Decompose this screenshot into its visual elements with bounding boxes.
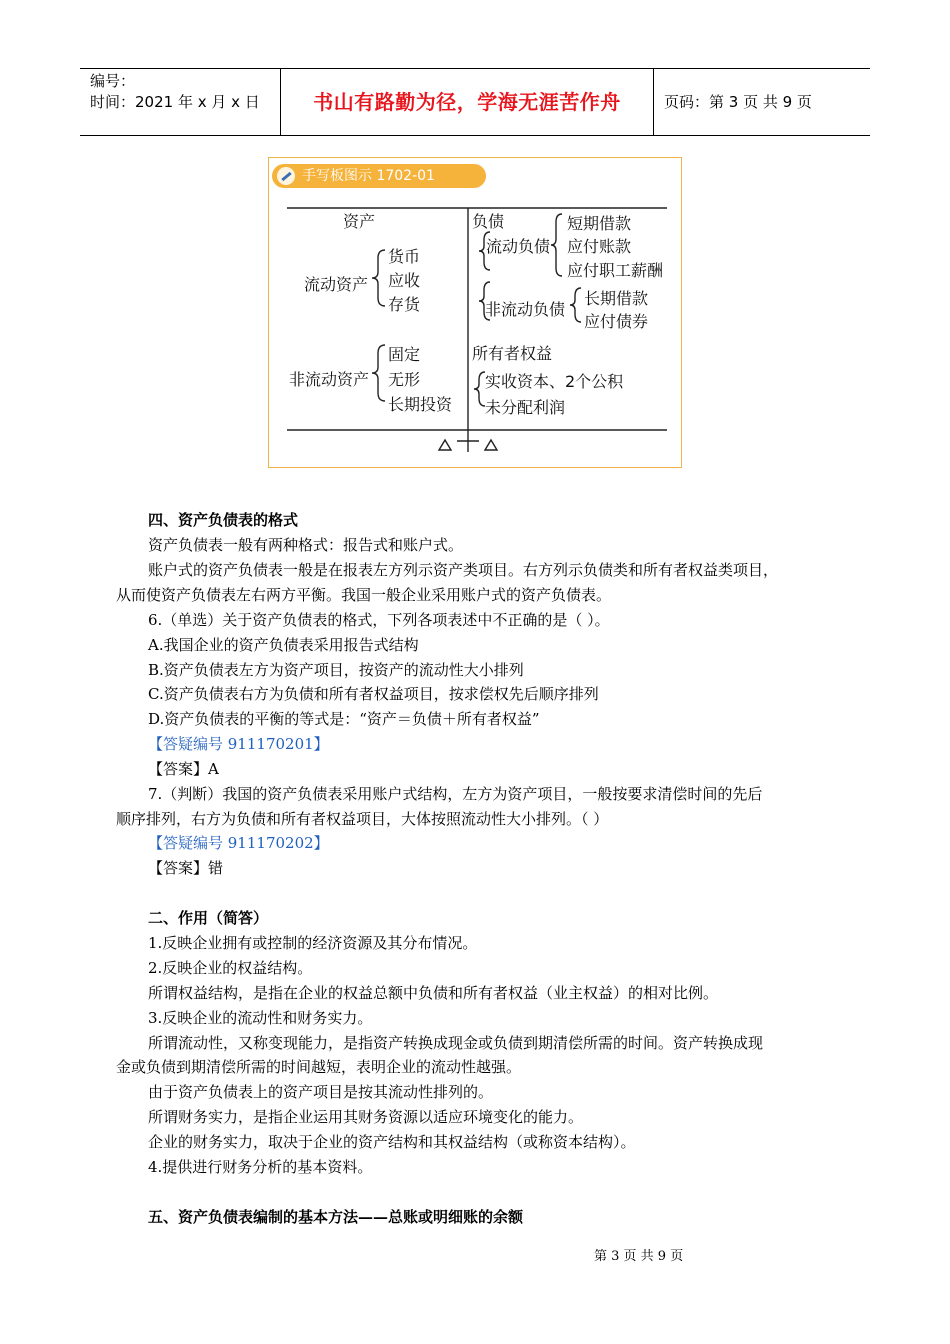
question-7-line-2: 顺序排列，右方为负债和所有者权益项目，大体按照流动性大小排列。（ ） (116, 810, 609, 828)
brace-equity (474, 372, 485, 406)
section-4-para-2a: 账户式的资产负债表一般是在报表左方列示资产类项目。右方列示负债类和所有者权益类项目， (148, 561, 779, 579)
question-6-option-c: C.资产负债表右方为负债和所有者权益项目，按求偿权先后顺序排列 (148, 685, 599, 703)
brace-current-liab-items (551, 214, 562, 276)
board-paid-in: 实收资本、2个公积 (485, 372, 624, 391)
board-noncurrent-liabilities: 非流动负债 (485, 300, 566, 319)
brace-noncurrent-liab-items (570, 288, 581, 322)
header-page-code: 页码：第 3 页 共 9 页 (664, 93, 812, 111)
board-retained: 未分配利润 (485, 398, 566, 417)
section-4-para-1: 资产负债表一般有两种格式：报告式和账户式。 (148, 536, 464, 554)
header-motto: 书山有路勤为径，学海无涯苦作舟 (281, 69, 654, 135)
board-inventory: 存货 (388, 295, 421, 314)
section-2-item-1: 1.反映企业拥有或控制的经济资源及其分布情况。 (148, 934, 478, 952)
section-2-item-3: 3.反映企业的流动性和财务实力。 (148, 1009, 373, 1027)
question-6-option-a: A.我国企业的资产负债表采用报告式结构 (148, 636, 419, 654)
section-2-item-3-structure: 企业的财务实力，取决于企业的资产结构和其权益结构（或称资本结构）。 (148, 1133, 636, 1151)
brace-current-assets (372, 250, 385, 306)
time-label: 时间：2021 年 x 月 x 日 (90, 93, 260, 111)
page-header (80, 68, 870, 136)
brace-noncurrent-assets (372, 345, 385, 401)
question-7-reference: 【答疑编号 911170202】 (148, 834, 329, 852)
board-lt-investment: 长期投资 (388, 395, 453, 414)
question-6: 6.（单选）关于资产负债表的格式，下列各项表述中不正确的是（ ）。 (148, 611, 610, 629)
header-meta (80, 69, 281, 135)
section-2-item-2-explain: 所谓权益结构，是指在企业的权益总额中负债和所有者权益（业主权益）的相对比例。 (148, 984, 719, 1002)
question-7-answer: 【答案】错 (148, 859, 224, 877)
section-2-item-3-order: 由于资产负债表上的资产项目是按其流动性排列的。 (148, 1083, 494, 1101)
board-long-loans: 长期借款 (584, 289, 649, 308)
board-noncurrent-assets: 非流动资产 (289, 370, 370, 389)
board-title: 手写板图示 1702-01 (302, 168, 435, 184)
handwriting-board-figure (268, 157, 682, 468)
section-2-heading: 二、作用（简答） (148, 909, 269, 927)
section-2-item-3-liquidity-a: 所谓流动性，又称变现能力，是指资产转换成现金或负债到期清偿所需的时间。资产转换成现 (148, 1034, 764, 1052)
board-equity: 所有者权益 (472, 344, 553, 363)
board-payables: 应付账款 (567, 237, 632, 256)
section-4-para-2b: 从而使资产负债表左右两方平衡。我国一般企业采用账户式的资产负债表。 (116, 586, 612, 604)
board-liabilities: 负债 (472, 212, 505, 231)
section-2-item-4: 4.提供进行财务分析的基本资料。 (148, 1158, 373, 1176)
question-6-option-b: B.资产负债表左方为资产项目，按资产的流动性大小排列 (148, 661, 524, 679)
page-footer: 第 3 页 共 9 页 (594, 1249, 684, 1264)
section-2-item-2: 2.反映企业的权益结构。 (148, 959, 313, 977)
left-triangle (439, 440, 451, 450)
section-4-heading: 四、资产负债表的格式 (148, 511, 299, 529)
board-intangible: 无形 (388, 370, 421, 389)
board-fixed: 固定 (388, 345, 421, 364)
question-6-option-d: D.资产负债表的平衡的等式是：“资产＝负债＋所有者权益” (148, 710, 540, 728)
number-label: 编号： (90, 72, 136, 90)
right-triangle (485, 440, 497, 450)
question-6-reference: 【答疑编号 911170201】 (148, 735, 329, 753)
section-2-item-3-strength: 所谓财务实力，是指企业运用其财务资源以适应环境变化的能力。 (148, 1108, 584, 1126)
board-short-loans: 短期借款 (567, 214, 632, 233)
question-6-answer: 【答案】A (148, 760, 219, 778)
board-current-liabilities: 流动负债 (486, 237, 551, 256)
board-current-assets: 流动资产 (304, 275, 369, 294)
section-5-heading: 五、资产负债表编制的基本方法——总账或明细账的余额 (148, 1208, 524, 1226)
board-salaries: 应付职工薪酬 (567, 261, 664, 280)
question-7-line-1: 7.（判断）我国的资产负债表采用账户式结构，左方为资产项目，一般按要求清偿时间的先后 (148, 785, 763, 803)
board-bonds: 应付债券 (584, 312, 649, 331)
board-assets: 资产 (343, 212, 376, 231)
board-receivable: 应收 (388, 271, 421, 290)
board-currency: 货币 (388, 247, 421, 266)
section-2-item-3-liquidity-b: 金或负债到期清偿所需的时间越短，表明企业的流动性越强。 (116, 1058, 522, 1076)
